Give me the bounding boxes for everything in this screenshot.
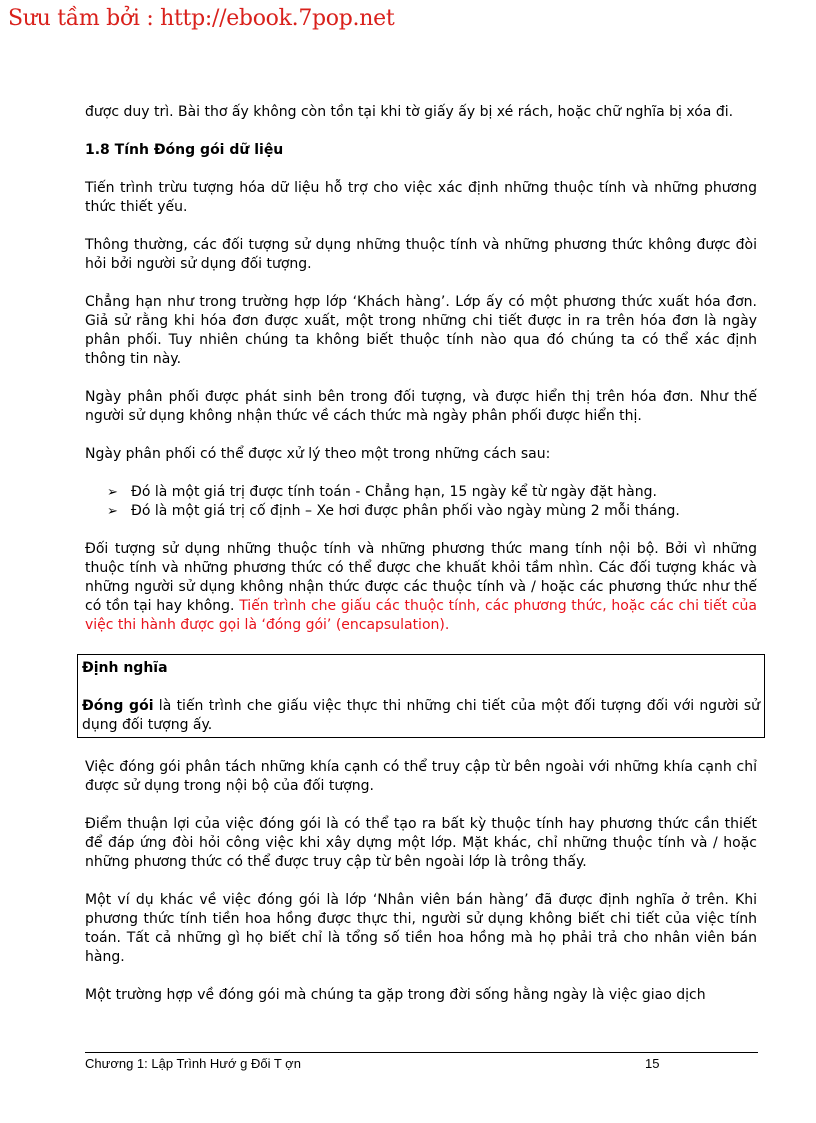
paragraph: Điểm thuận lợi của việc đóng gói là có thể tạo ra bất kỳ thuộc tính hay phương thức cần thiết để đáp ứng đòi hỏi công việc khi xây dựng một lớp. Mặt khác, chỉ những thuộc tính và / hoặc những phương thức có thể được truy cập từ bên ngoài lớp là trông thấy.: [85, 816, 757, 870]
definition-title: Định nghĩa: [82, 660, 168, 676]
bullet-list: [107, 483, 757, 521]
footer-divider: [85, 1052, 758, 1053]
paragraph: Ngày phân phối có thể được xử lý theo một trong những cách sau:: [85, 446, 551, 462]
paragraph-encapsulation: [85, 540, 757, 635]
list-item-text: Đó là một giá trị cố định – Xe hơi được phân phối vào ngày mùng 2 mỗi tháng.: [131, 503, 680, 519]
definition-text: [82, 697, 760, 735]
paragraph: Việc đóng gói phân tách những khía cạnh có thể truy cập từ bên ngoài với những khía cạnh chỉ được sử dụng trong nội bộ của đối tượng.: [85, 759, 757, 794]
paragraph: Thông thường, các đối tượng sử dụng những thuộc tính và những phương thức không được đòi hỏi bởi người sử dụng đối tượng.: [85, 237, 757, 272]
paragraph: Một ví dụ khác về việc đóng gói là lớp ‘Nhân viên bán hàng’ đã được định nghĩa ở trên. Khi phương thức tính tiền hoa hồng được thực thi, người sử dụng không biết chi tiết của việc tính toán. Tất cả những gì họ biết chỉ là tổng số tiền hoa hồng mà họ phải trả cho nhân viên bán hàng.: [85, 892, 757, 965]
document-body: [82, 103, 760, 1024]
definition-body: là tiến trình che giấu việc thực thi những chi tiết của một đối tượng đối với người sử dụng đối tượng ấy.: [82, 698, 760, 733]
page-number: 15: [645, 1056, 660, 1071]
paragraph: Chẳng hạn như trong trường hợp lớp ‘Khách hàng’. Lớp ấy có một phương thức xuất hóa đơn. Giả sử rằng khi hóa đơn được xuất, một trong những chi tiết được in ra trên hóa đơn là ngày phân phối. Tuy nhiên chúng ta không biết thuộc tính nào qua đó chúng ta có thể xác định thông tin này.: [85, 294, 757, 367]
list-item: [107, 502, 757, 521]
list-item: [107, 483, 757, 502]
paragraph: Tiến trình trừu tượng hóa dữ liệu hỗ trợ cho việc xác định những thuộc tính và những phương thức thiết yếu.: [85, 180, 757, 215]
paragraph-text: Đối tượng sử dụng những thuộc tính và những phương thức mang tính nội bộ. Bởi vì những thuộc tính và những phương thức có thể được che khuất khỏi tầm nhìn. Các đối tượng khác và những người sử dụng không nhận thức được các thuộc tính và / hoặc các phương thức như thế có tồn tại hay không.: [85, 541, 757, 614]
arrow-bullet-icon: ➢: [107, 504, 118, 519]
footer-chapter-title: Chương 1: Lập Trình Hướ g Đối T ợn: [85, 1056, 301, 1071]
arrow-bullet-icon: ➢: [107, 485, 118, 500]
definition-box: [77, 654, 765, 738]
list-item-text: Đó là một giá trị được tính toán - Chẳng hạn, 15 ngày kể từ ngày đặt hàng.: [131, 484, 657, 500]
definition-term: Đóng gói: [82, 698, 154, 714]
section-heading: 1.8 Tính Đóng gói dữ liệu: [85, 142, 284, 158]
paragraph-intro: được duy trì. Bài thơ ấy không còn tồn tại khi tờ giấy ấy bị xé rách, hoặc chữ nghĩa bị xóa đi.: [85, 104, 734, 120]
paragraph: Ngày phân phối được phát sinh bên trong đối tượng, và được hiển thị trên hóa đơn. Như thế người sử dụng không nhận thức về cách thức mà ngày phân phối được hiển thị.: [85, 389, 757, 424]
paragraph: Một trường hợp về đóng gói mà chúng ta gặp trong đời sống hằng ngày là việc giao dịch: [85, 987, 706, 1003]
watermark: Sưu tầm bởi : http://ebook.7pop.net: [8, 6, 395, 31]
highlighted-definition-text: Tiến trình che giấu các thuộc tính, các phương thức, hoặc các chi tiết của việc thi hành được gọi là ‘đóng gói’ (encapsulation).: [85, 598, 758, 633]
